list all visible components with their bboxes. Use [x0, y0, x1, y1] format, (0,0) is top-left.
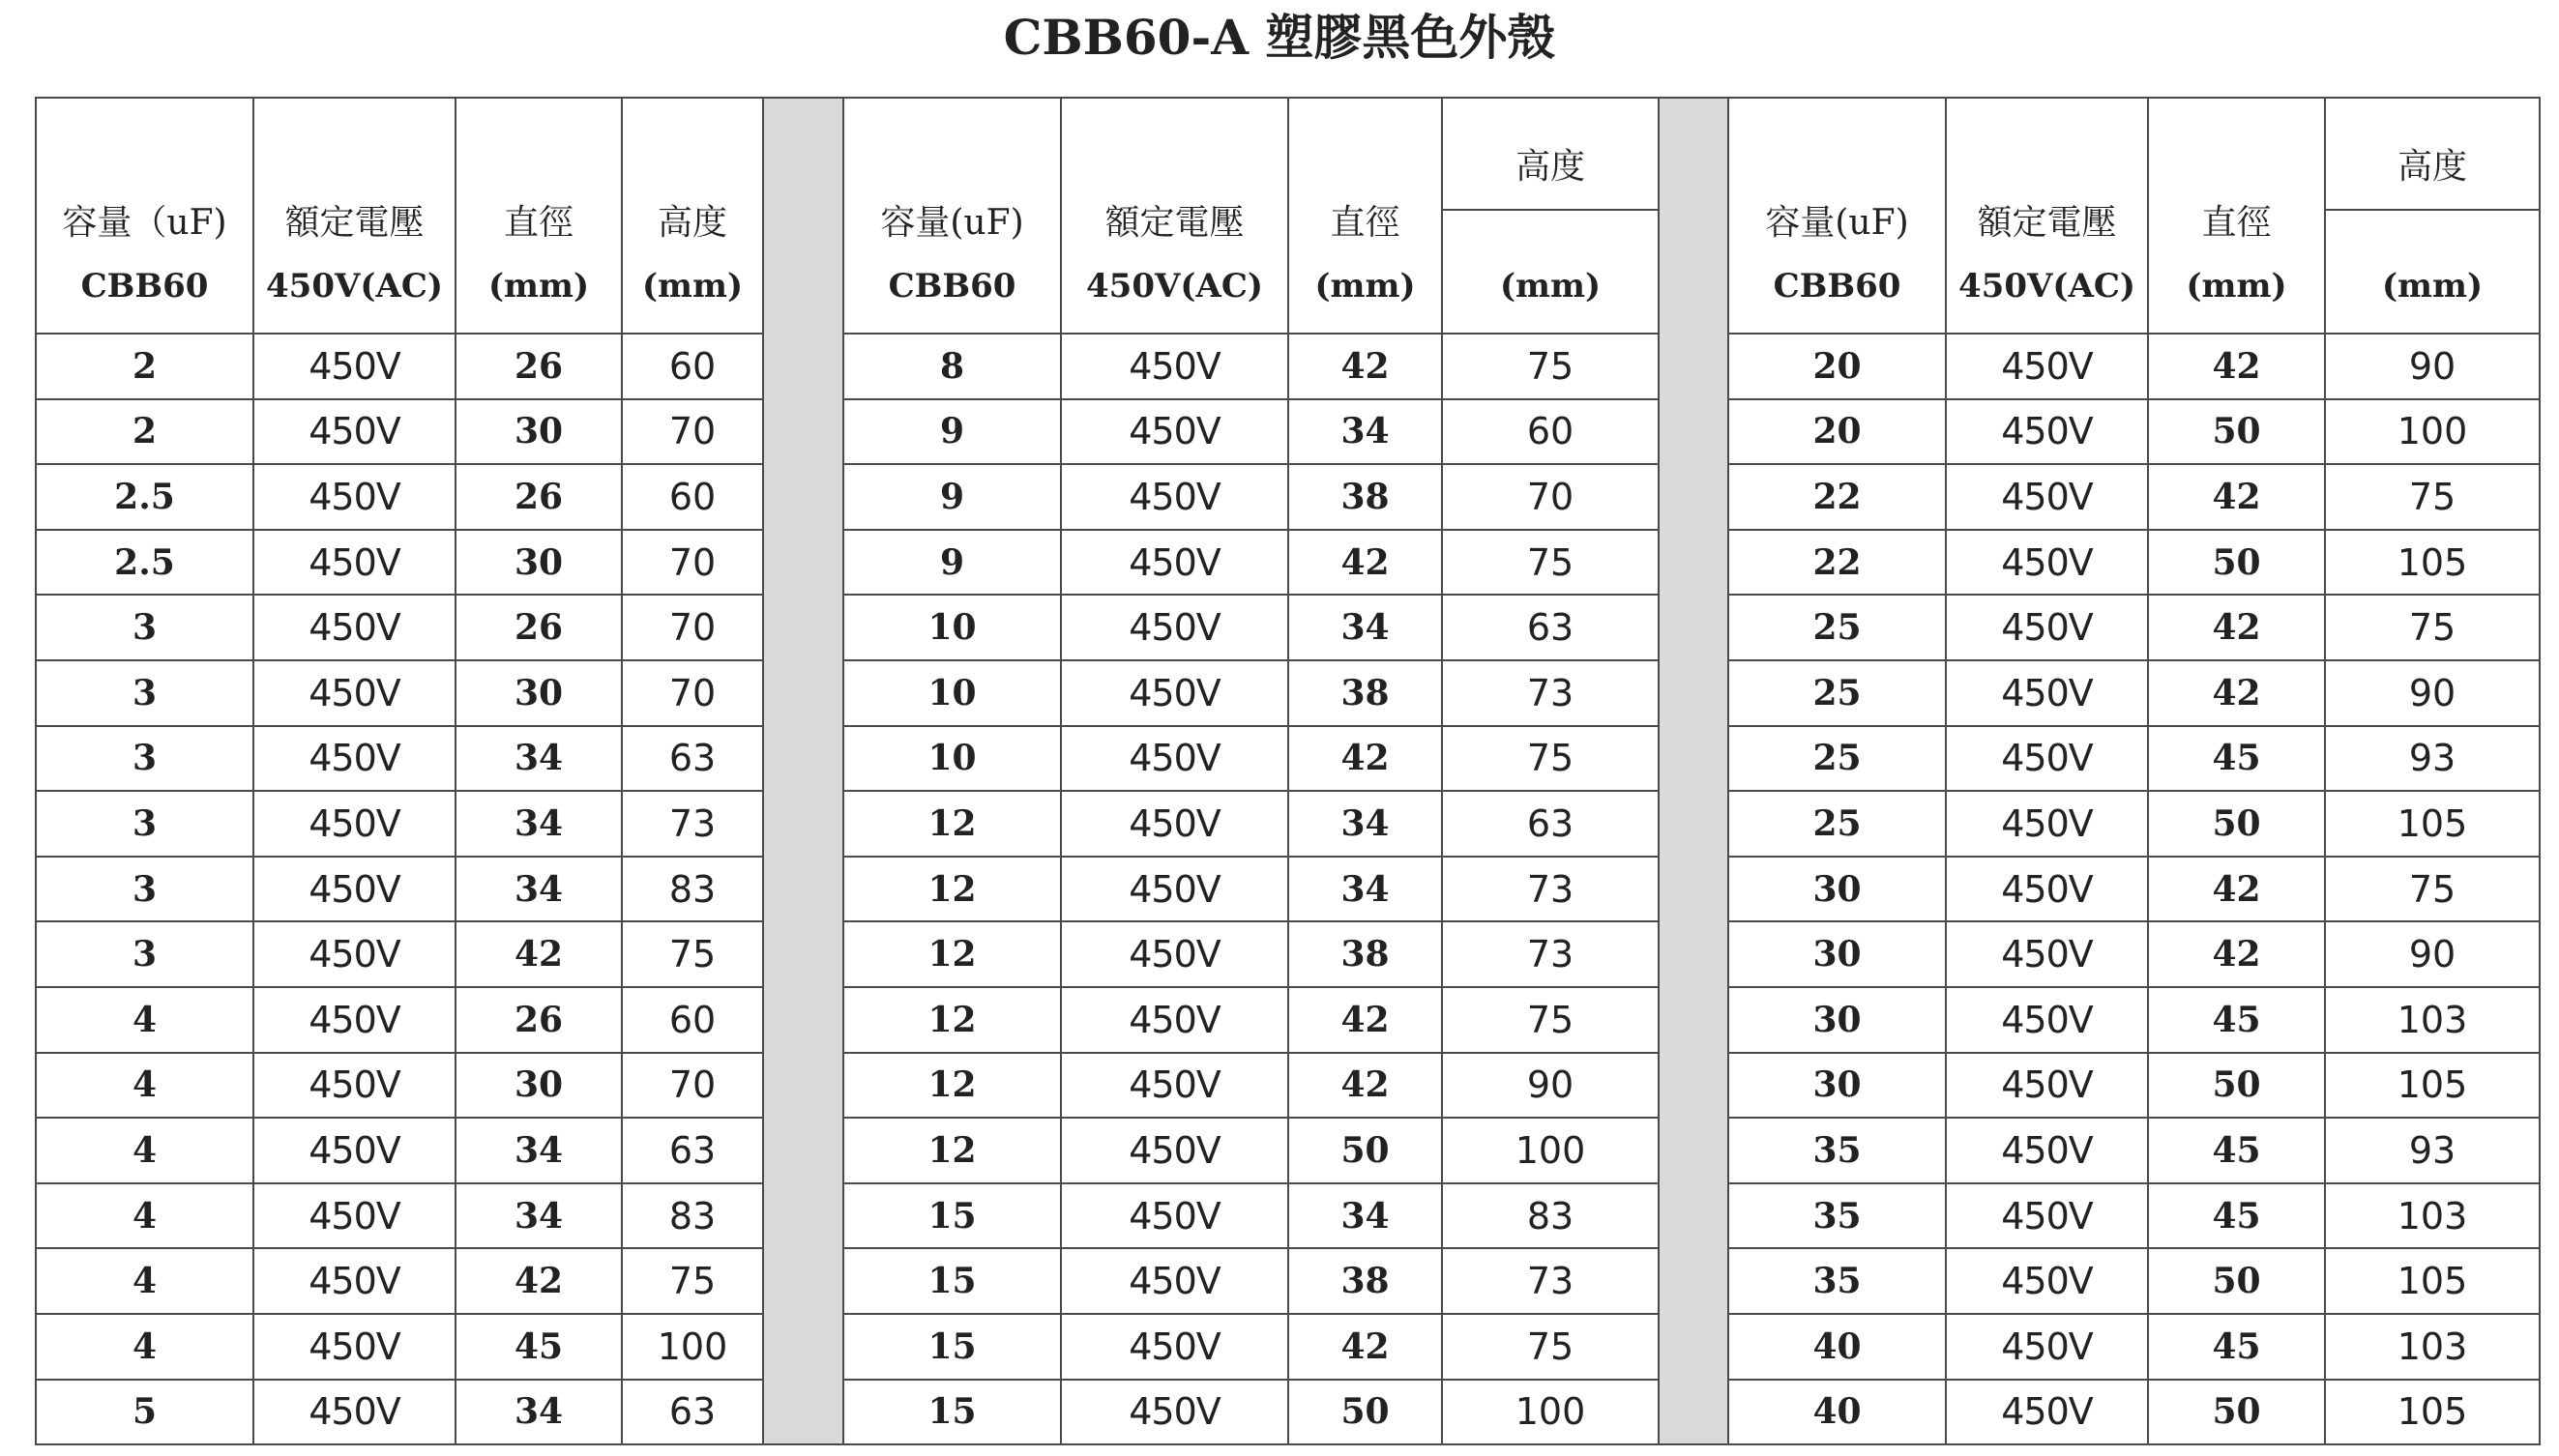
table-row	[36, 921, 2540, 987]
capacitor-spec-table	[35, 97, 2541, 1445]
cell-capacity: 4	[36, 1118, 253, 1183]
header-voltage-g3	[1946, 98, 2148, 334]
cell-diameter: 50	[2148, 1053, 2325, 1119]
header-line2: CBB60	[80, 267, 209, 306]
cell-capacity: 3	[36, 791, 253, 857]
cell-height: 100	[2325, 399, 2540, 465]
cell-diameter: 50	[2148, 399, 2325, 465]
cell-height: 75	[622, 921, 763, 987]
header-height-top-label: 高度	[2397, 147, 2467, 187]
cell-capacity: 15	[843, 1248, 1061, 1314]
cell-voltage: 450V	[253, 857, 456, 922]
cell-voltage: 450V	[1061, 1380, 1288, 1445]
cell-voltage: 450V	[1061, 660, 1288, 726]
header-line2: 450V(AC)	[1086, 267, 1263, 306]
cell-voltage: 450V	[1946, 1053, 2148, 1119]
table-row	[36, 464, 2540, 530]
cell-voltage: 450V	[1061, 1118, 1288, 1183]
cell-capacity: 4	[36, 1183, 253, 1249]
cell-height: 73	[1442, 660, 1659, 726]
cell-diameter: 42	[2148, 595, 2325, 660]
cell-voltage: 450V	[1946, 726, 2148, 792]
cell-diameter: 45	[2148, 987, 2325, 1053]
cell-voltage: 450V	[1061, 791, 1288, 857]
cell-diameter: 42	[1288, 987, 1442, 1053]
cell-height: 60	[1442, 399, 1659, 465]
cell-capacity: 22	[1728, 530, 1946, 596]
cell-capacity: 5	[36, 1380, 253, 1445]
cell-voltage: 450V	[1061, 1314, 1288, 1380]
cell-capacity: 4	[36, 1053, 253, 1119]
header-height-top-g3	[2326, 99, 2539, 211]
cell-capacity: 12	[843, 791, 1061, 857]
cell-voltage: 450V	[253, 726, 456, 792]
cell-capacity: 4	[36, 987, 253, 1053]
cell-capacity: 3	[36, 595, 253, 660]
cell-capacity: 2.5	[36, 464, 253, 530]
cell-voltage: 450V	[1946, 1380, 2148, 1445]
cell-height: 75	[1442, 726, 1659, 792]
cell-voltage: 450V	[1946, 1118, 2148, 1183]
cell-height: 105	[2325, 1053, 2540, 1119]
cell-capacity: 30	[1728, 987, 1946, 1053]
cell-capacity: 40	[1728, 1314, 1946, 1380]
cell-capacity: 8	[843, 334, 1061, 399]
cell-height: 100	[1442, 1118, 1659, 1183]
cell-height: 90	[2325, 660, 2540, 726]
cell-voltage: 450V	[1061, 1183, 1288, 1249]
cell-diameter: 50	[2148, 791, 2325, 857]
header-capacity-g2	[843, 98, 1061, 334]
cell-voltage: 450V	[1946, 921, 2148, 987]
table-row	[36, 857, 2540, 922]
cell-diameter: 45	[2148, 1183, 2325, 1249]
cell-height: 75	[1442, 334, 1659, 399]
cell-height: 100	[1442, 1380, 1659, 1445]
header-height-top-g2	[1443, 99, 1658, 211]
cell-height: 63	[622, 726, 763, 792]
table-row	[36, 660, 2540, 726]
cell-height: 63	[622, 1380, 763, 1445]
header-voltage-g2	[1061, 98, 1288, 334]
cell-voltage: 450V	[1061, 464, 1288, 530]
cell-voltage: 450V	[1946, 1248, 2148, 1314]
header-line1: 容量(uF)	[1765, 203, 1909, 243]
cell-capacity: 20	[1728, 399, 1946, 465]
cell-capacity: 30	[1728, 857, 1946, 922]
cell-voltage: 450V	[253, 1118, 456, 1183]
cell-diameter: 30	[456, 660, 622, 726]
cell-capacity: 15	[843, 1314, 1061, 1380]
header-line1: 額定電壓	[284, 203, 425, 243]
cell-voltage: 450V	[1946, 987, 2148, 1053]
header-line2: (mm)	[2186, 267, 2287, 306]
cell-height: 75	[1442, 987, 1659, 1053]
cell-capacity: 4	[36, 1248, 253, 1314]
header-line2: (mm)	[487, 267, 590, 306]
cell-diameter: 42	[2148, 921, 2325, 987]
cell-height: 105	[2325, 1380, 2540, 1445]
cell-voltage: 450V	[253, 987, 456, 1053]
header-line1: 直徑	[1330, 203, 1400, 243]
header-line2: (mm)	[1499, 267, 1602, 306]
cell-voltage: 450V	[1061, 987, 1288, 1053]
cell-diameter: 26	[456, 595, 622, 660]
cell-capacity: 35	[1728, 1118, 1946, 1183]
cell-capacity: 12	[843, 921, 1061, 987]
cell-height: 90	[2325, 334, 2540, 399]
cell-diameter: 30	[456, 1053, 622, 1119]
cell-capacity: 25	[1728, 791, 1946, 857]
cell-capacity: 35	[1728, 1183, 1946, 1249]
header-line2: CBB60	[1773, 267, 1901, 306]
header-line1: 容量（uF)	[62, 203, 227, 243]
cell-capacity: 25	[1728, 660, 1946, 726]
cell-height: 105	[2325, 530, 2540, 596]
cell-diameter: 34	[1288, 791, 1442, 857]
cell-height: 75	[622, 1248, 763, 1314]
column-separator	[763, 98, 843, 1444]
cell-height: 63	[622, 1118, 763, 1183]
cell-diameter: 42	[2148, 464, 2325, 530]
cell-capacity: 3	[36, 857, 253, 922]
cell-height: 60	[622, 464, 763, 530]
cell-diameter: 26	[456, 464, 622, 530]
cell-voltage: 450V	[1946, 791, 2148, 857]
header-line2: CBB60	[888, 267, 1016, 306]
table-row	[36, 1183, 2540, 1249]
header-line1: 直徑	[2201, 203, 2272, 243]
cell-voltage: 450V	[1061, 921, 1288, 987]
cell-height: 90	[1442, 1053, 1659, 1119]
header-height-g2	[1442, 98, 1659, 334]
cell-diameter: 50	[2148, 1380, 2325, 1445]
table-row	[36, 726, 2540, 792]
cell-height: 70	[1442, 464, 1659, 530]
cell-capacity: 25	[1728, 595, 1946, 660]
cell-diameter: 30	[456, 530, 622, 596]
header-diameter-g1	[456, 98, 622, 334]
header-height-g3	[2325, 98, 2540, 334]
cell-diameter: 38	[1288, 1248, 1442, 1314]
cell-capacity: 12	[843, 857, 1061, 922]
cell-voltage: 450V	[253, 1380, 456, 1445]
table-row	[36, 1053, 2540, 1119]
cell-voltage: 450V	[1946, 660, 2148, 726]
page-title: CBB60-A 塑膠黑色外殼	[1003, 9, 1556, 66]
cell-capacity: 9	[843, 399, 1061, 465]
cell-diameter: 50	[1288, 1380, 1442, 1445]
cell-diameter: 50	[2148, 530, 2325, 596]
cell-diameter: 42	[1288, 334, 1442, 399]
cell-voltage: 450V	[1946, 1183, 2148, 1249]
cell-capacity: 3	[36, 921, 253, 987]
cell-voltage: 450V	[1946, 334, 2148, 399]
header-line2: (mm)	[1314, 267, 1416, 306]
cell-diameter: 45	[2148, 1118, 2325, 1183]
cell-diameter: 42	[2148, 857, 2325, 922]
cell-diameter: 26	[456, 334, 622, 399]
cell-height: 70	[622, 595, 763, 660]
cell-height: 83	[622, 1183, 763, 1249]
cell-capacity: 35	[1728, 1248, 1946, 1314]
cell-voltage: 450V	[1946, 464, 2148, 530]
cell-voltage: 450V	[253, 595, 456, 660]
header-line2: (mm)	[641, 267, 744, 306]
cell-capacity: 9	[843, 464, 1061, 530]
cell-height: 70	[622, 530, 763, 596]
header-line2: 450V(AC)	[266, 267, 443, 306]
cell-voltage: 450V	[253, 1053, 456, 1119]
cell-capacity: 25	[1728, 726, 1946, 792]
cell-voltage: 450V	[253, 660, 456, 726]
cell-voltage: 450V	[253, 1183, 456, 1249]
header-line1: 高度	[657, 203, 727, 243]
cell-height: 75	[2325, 857, 2540, 922]
cell-capacity: 3	[36, 660, 253, 726]
table-row	[36, 1314, 2540, 1380]
cell-height: 103	[2325, 1183, 2540, 1249]
cell-diameter: 34	[1288, 399, 1442, 465]
cell-diameter: 34	[456, 857, 622, 922]
table-row	[36, 1118, 2540, 1183]
cell-height: 83	[1442, 1183, 1659, 1249]
header-line2: (mm)	[2381, 267, 2484, 306]
header-height-g1	[622, 98, 763, 334]
header-diameter-g3	[2148, 98, 2325, 334]
cell-voltage: 450V	[1061, 1248, 1288, 1314]
cell-capacity: 10	[843, 595, 1061, 660]
table-row	[36, 595, 2540, 660]
cell-height: 103	[2325, 987, 2540, 1053]
cell-height: 90	[2325, 921, 2540, 987]
cell-diameter: 50	[2148, 1248, 2325, 1314]
cell-diameter: 38	[1288, 464, 1442, 530]
cell-diameter: 42	[2148, 660, 2325, 726]
cell-capacity: 22	[1728, 464, 1946, 530]
cell-voltage: 450V	[1946, 595, 2148, 660]
column-separator	[1659, 98, 1728, 1444]
header-line1: 容量(uF)	[880, 203, 1024, 243]
cell-diameter: 34	[456, 726, 622, 792]
cell-capacity: 15	[843, 1183, 1061, 1249]
cell-height: 73	[622, 791, 763, 857]
cell-voltage: 450V	[1946, 857, 2148, 922]
cell-diameter: 50	[1288, 1118, 1442, 1183]
cell-height: 73	[1442, 921, 1659, 987]
cell-capacity: 4	[36, 1314, 253, 1380]
cell-height: 70	[622, 1053, 763, 1119]
cell-height: 63	[1442, 791, 1659, 857]
header-row	[36, 98, 2540, 334]
cell-diameter: 42	[1288, 530, 1442, 596]
cell-height: 73	[1442, 1248, 1659, 1314]
cell-diameter: 30	[456, 399, 622, 465]
cell-height: 60	[622, 334, 763, 399]
cell-capacity: 30	[1728, 921, 1946, 987]
header-capacity-g3	[1728, 98, 1946, 334]
cell-diameter: 38	[1288, 660, 1442, 726]
table-row	[36, 1380, 2540, 1445]
cell-voltage: 450V	[1061, 530, 1288, 596]
cell-height: 103	[2325, 1314, 2540, 1380]
cell-capacity: 12	[843, 987, 1061, 1053]
cell-voltage: 450V	[253, 1314, 456, 1380]
cell-capacity: 9	[843, 530, 1061, 596]
cell-height: 83	[622, 857, 763, 922]
cell-voltage: 450V	[1061, 726, 1288, 792]
cell-diameter: 34	[456, 1380, 622, 1445]
cell-capacity: 12	[843, 1118, 1061, 1183]
table-row	[36, 1248, 2540, 1314]
cell-voltage: 450V	[253, 921, 456, 987]
cell-voltage: 450V	[1061, 334, 1288, 399]
cell-height: 93	[2325, 1118, 2540, 1183]
cell-capacity: 3	[36, 726, 253, 792]
cell-diameter: 45	[456, 1314, 622, 1380]
cell-voltage: 450V	[253, 530, 456, 596]
cell-height: 75	[2325, 595, 2540, 660]
cell-height: 60	[622, 987, 763, 1053]
header-voltage-g1	[253, 98, 456, 334]
cell-diameter: 45	[2148, 726, 2325, 792]
cell-voltage: 450V	[1946, 399, 2148, 465]
cell-height: 100	[622, 1314, 763, 1380]
cell-diameter: 42	[1288, 1314, 1442, 1380]
cell-diameter: 42	[1288, 726, 1442, 792]
cell-diameter: 42	[456, 921, 622, 987]
cell-diameter: 45	[2148, 1314, 2325, 1380]
cell-voltage: 450V	[253, 791, 456, 857]
cell-capacity: 15	[843, 1380, 1061, 1445]
cell-capacity: 2	[36, 399, 253, 465]
header-line1: 額定電壓	[1977, 203, 2117, 243]
table-row	[36, 987, 2540, 1053]
header-capacity-g1	[36, 98, 253, 334]
cell-height: 75	[1442, 530, 1659, 596]
cell-diameter: 34	[1288, 857, 1442, 922]
cell-diameter: 34	[1288, 1183, 1442, 1249]
table-row	[36, 399, 2540, 465]
header-line1: 額定電壓	[1104, 203, 1245, 243]
cell-voltage: 450V	[1061, 1053, 1288, 1119]
table-row	[36, 791, 2540, 857]
cell-voltage: 450V	[1946, 1314, 2148, 1380]
cell-voltage: 450V	[1061, 857, 1288, 922]
cell-height: 75	[2325, 464, 2540, 530]
cell-height: 70	[622, 660, 763, 726]
cell-diameter: 42	[2148, 334, 2325, 399]
cell-height: 63	[1442, 595, 1659, 660]
cell-height: 75	[1442, 1314, 1659, 1380]
cell-voltage: 450V	[253, 399, 456, 465]
cell-height: 70	[622, 399, 763, 465]
cell-diameter: 34	[456, 791, 622, 857]
cell-capacity: 10	[843, 726, 1061, 792]
cell-height: 73	[1442, 857, 1659, 922]
header-diameter-g2	[1288, 98, 1442, 334]
cell-height: 105	[2325, 1248, 2540, 1314]
cell-height: 93	[2325, 726, 2540, 792]
header-line1: 直徑	[503, 203, 574, 243]
cell-capacity: 2	[36, 334, 253, 399]
cell-diameter: 38	[1288, 921, 1442, 987]
cell-capacity: 20	[1728, 334, 1946, 399]
cell-diameter: 34	[1288, 595, 1442, 660]
cell-height: 105	[2325, 791, 2540, 857]
cell-capacity: 12	[843, 1053, 1061, 1119]
cell-diameter: 42	[1288, 1053, 1442, 1119]
header-line2: 450V(AC)	[1958, 267, 2135, 306]
table-row	[36, 334, 2540, 399]
cell-diameter: 42	[456, 1248, 622, 1314]
cell-voltage: 450V	[253, 334, 456, 399]
cell-capacity: 30	[1728, 1053, 1946, 1119]
header-height-top-label: 高度	[1515, 147, 1585, 187]
cell-voltage: 450V	[253, 1248, 456, 1314]
cell-diameter: 34	[456, 1183, 622, 1249]
cell-capacity: 2.5	[36, 530, 253, 596]
cell-capacity: 40	[1728, 1380, 1946, 1445]
cell-voltage: 450V	[1061, 595, 1288, 660]
cell-voltage: 450V	[253, 464, 456, 530]
cell-diameter: 26	[456, 987, 622, 1053]
table-row	[36, 530, 2540, 596]
cell-diameter: 34	[456, 1118, 622, 1183]
cell-voltage: 450V	[1946, 530, 2148, 596]
cell-voltage: 450V	[1061, 399, 1288, 465]
cell-capacity: 10	[843, 660, 1061, 726]
